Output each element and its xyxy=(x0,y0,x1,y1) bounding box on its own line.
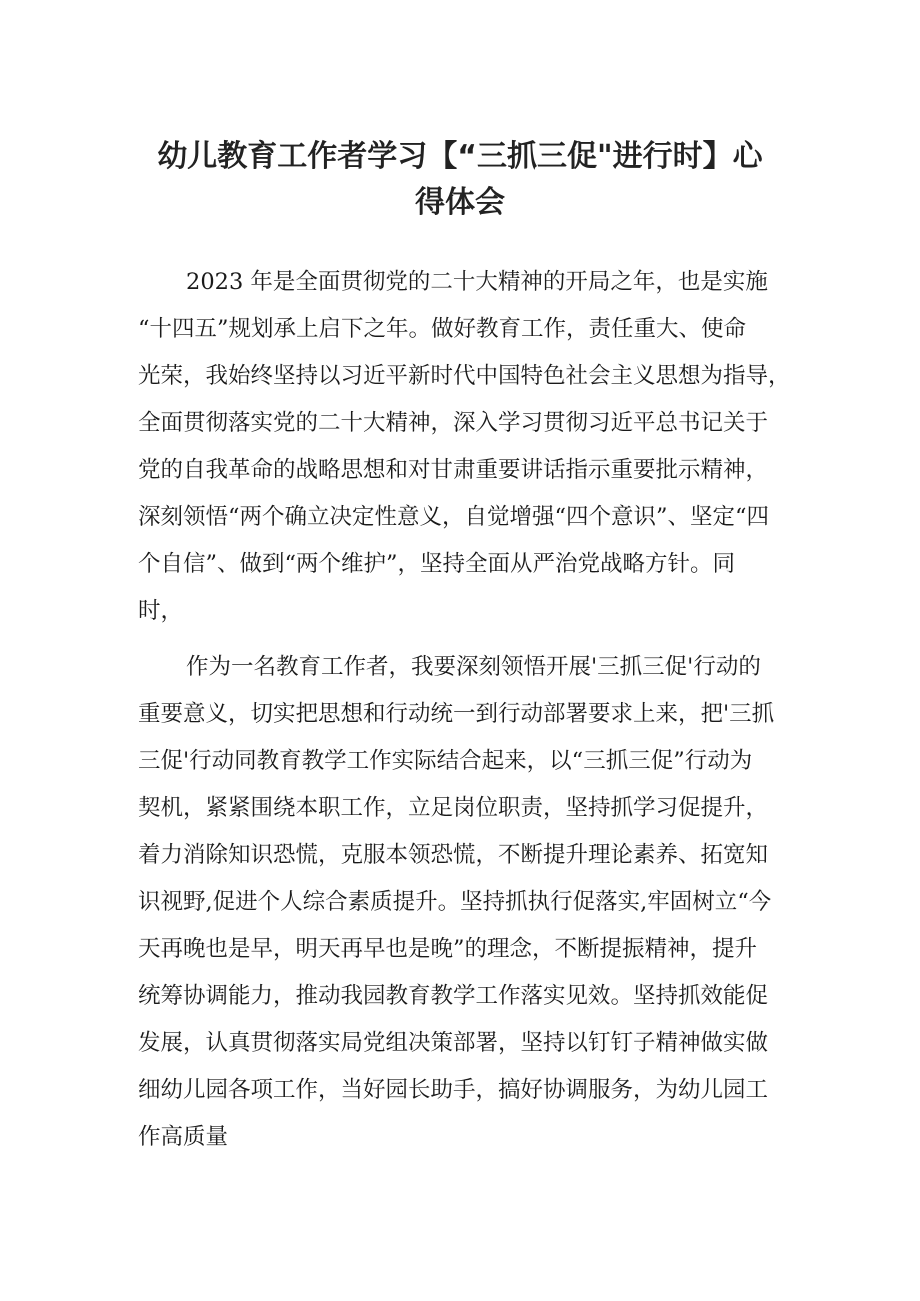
paragraph-line: 党的自我革命的战略思想和对甘肃重要讲话指示重要批示精神， xyxy=(138,457,769,483)
paragraph-line: 作高质量 xyxy=(138,1124,229,1150)
paragraph-line: 2023 年是全面贯彻党的二十大精神的开局之年，也是实施 xyxy=(186,269,768,295)
paragraph-line: 天再晚也是早，明天再早也是晚”的理念，不断提振精神，提升 xyxy=(138,936,758,962)
paragraph-line: 深刻领悟“两个确立决定性意义，自觉增强“四个意识”、坚定“四 xyxy=(138,504,770,530)
paragraph-line: 细幼儿园各项工作，当好园长助手，搞好协调服务，为幼儿园工 xyxy=(138,1077,769,1103)
paragraph-line: 着力消除知识恐慌，克服本领恐慌，不断提升理论素养、拓宽知 xyxy=(138,842,769,868)
paragraph-line: 三促'行动同教育教学工作实际结合起来，以“三抓三促”行动为 xyxy=(138,748,753,774)
paragraph-line: “十四五”规划承上启下之年。做好教育工作，责任重大、使命 xyxy=(138,316,747,342)
paragraph-line: 个自信”、做到“两个维护”，坚持全面从严治党战略方针。同 xyxy=(138,551,736,577)
paragraph-line: 契机，紧紧围绕本职工作，立足岗位职责，坚持抓学习促提升， xyxy=(138,795,769,821)
paragraph-line: 全面贯彻落实党的二十大精神，深入学习贯彻习近平总书记关于 xyxy=(138,410,769,436)
paragraph-line: 作为一名教育工作者，我要深刻领悟开展'三抓三促'行动的 xyxy=(186,654,761,680)
paragraph-line: 发展，认真贯彻落实局党组决策部署，坚持以钉钉子精神做实做 xyxy=(138,1030,769,1056)
paragraph-line: 时， xyxy=(138,598,184,624)
paragraph-line: 识视野,促进个人综合素质提升。坚持抓执行促落实,牢固树立“今 xyxy=(138,889,772,915)
paragraph-line: 光荣，我始终坚持以习近平新时代中国特色社会主义思想为指导， xyxy=(138,363,791,389)
title-line-2: 得体会 xyxy=(415,185,505,220)
title-line-1: 幼儿教育工作者学习【“三抓三促"进行时】心 xyxy=(157,139,763,174)
paragraph-line: 统筹协调能力，推动我园教育教学工作落实见效。坚持抓效能促 xyxy=(138,983,769,1009)
paragraph-line: 重要意义，切实把思想和行动统一到行动部署要求上来，把'三抓 xyxy=(138,701,775,727)
